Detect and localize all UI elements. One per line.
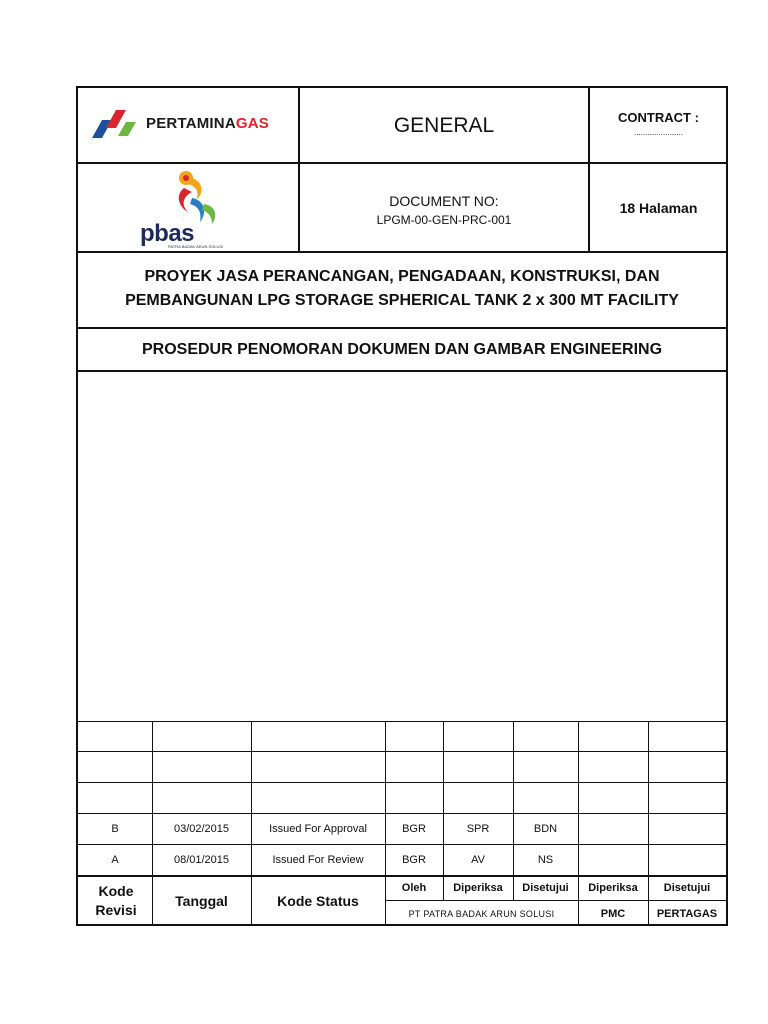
revision-oleh: BGR (402, 822, 426, 835)
revision-pmc (578, 813, 648, 844)
revision-oleh: BGR (402, 853, 426, 866)
revision-status: Issued For Review (272, 853, 364, 866)
pertamina-gas-logo (90, 106, 290, 146)
pbas-logo-text: pbas (140, 220, 195, 247)
header-disetujui: Disetujui (522, 882, 569, 894)
revision-disetujui: BDN (533, 822, 558, 835)
revision-date: 08/01/2015 (173, 853, 230, 866)
pbas-logo (138, 168, 248, 250)
project-title-line-2: PEMBANGUNAN LPG STORAGE SPHERICAL TANK 2 x 300 MT FACILITY (125, 292, 679, 309)
revision-code: A (111, 853, 119, 866)
contract-label: CONTRACT : (618, 110, 699, 125)
document-number-box (299, 163, 589, 252)
revision-date: 03/02/2015 (173, 822, 230, 835)
revision-diperiksa: SPR (466, 822, 490, 835)
revision-pertagas (648, 813, 726, 844)
revision-disetujui: NS (537, 853, 554, 866)
header-diperiksa-2: Diperiksa (588, 882, 638, 894)
revision-code: B (111, 822, 119, 835)
document-cover-frame (76, 86, 728, 926)
header-company-pertagas: PERTAGAS (656, 907, 718, 920)
general-title: GENERAL (393, 113, 495, 137)
header-company-pbas: PT PATRA BADAK ARUN SOLUSI (408, 908, 555, 919)
revision-diperiksa: AV (471, 853, 485, 866)
header-kode-status: Kode Status (277, 893, 359, 909)
pertamina-logo-icon (90, 106, 138, 140)
project-title (78, 252, 726, 328)
header-disetujui-2: Disetujui (663, 882, 711, 894)
header-kode-revisi: Kode Revisi (95, 883, 137, 918)
pertamina-logo-text: PERTAMINAGAS (146, 115, 269, 132)
contract-box (589, 88, 728, 163)
contract-value: ...................... (634, 128, 683, 137)
header-diperiksa: Diperiksa (453, 882, 503, 894)
header-company-pmc: PMC (600, 907, 626, 920)
revision-status: Issued For Approval (269, 822, 367, 835)
project-title-line-1: PROYEK JASA PERANCANGAN, PENGADAAN, KONSTRUKSI, DAN (144, 268, 660, 285)
revision-pertagas (648, 844, 726, 875)
pbas-flame-icon (170, 168, 230, 226)
document-no-value: LPGM-00-GEN-PRC-001 (376, 213, 512, 227)
pbas-tagline: PATRA BADAK ARUN SOLUSI (168, 244, 224, 249)
document-no-label: DOCUMENT NO: (389, 193, 499, 209)
header-oleh: Oleh (401, 882, 427, 894)
header-tanggal: Tanggal (175, 893, 228, 909)
revision-pmc (578, 844, 648, 875)
document-title: PROSEDUR PENOMORAN DOKUMEN DAN GAMBAR ENGINEERING (141, 340, 663, 358)
page-count: 18 Halaman (619, 199, 698, 216)
